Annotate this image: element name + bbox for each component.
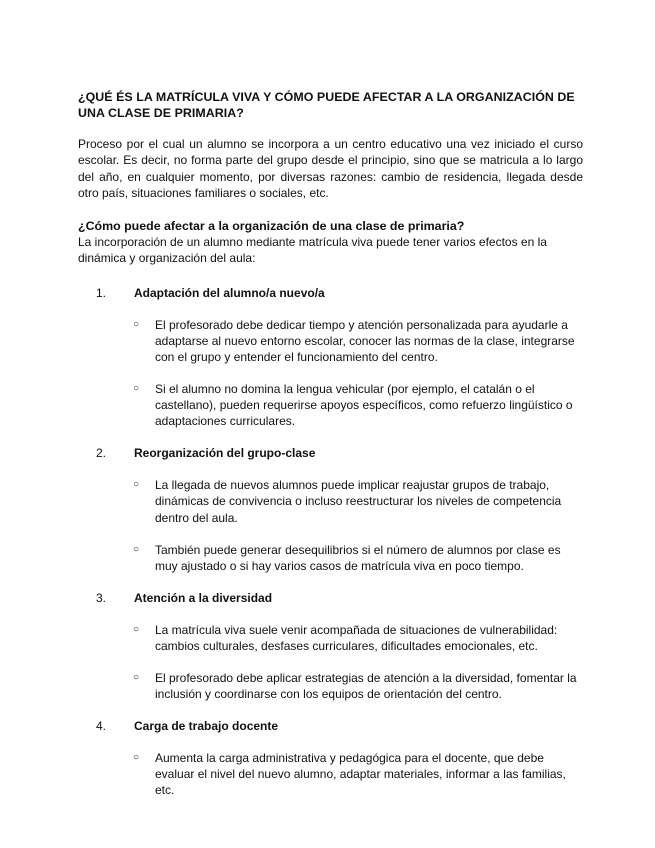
section-title: Carga de trabajo docente xyxy=(134,719,279,734)
section-number: 4. xyxy=(96,719,107,734)
bullet-item xyxy=(78,670,583,702)
bullet-text: Aumenta la carga administrativa y pedagógica para el docente, que debe evaluar el nivel del nuevo alumno, adaptar materiales, informar a las familias, etc. xyxy=(155,751,566,798)
bullet-item xyxy=(78,477,583,525)
bullet-item xyxy=(78,622,583,654)
hollow-circle-bullet-icon: ○ xyxy=(133,623,140,635)
bullet-text: El profesorado debe dedicar tiempo y atención personalizada para ayudarle a adaptarse al nuevo entorno escolar, conocer las normas de la clase, integrarse con el grupo y entender el funcionamiento del centro. xyxy=(155,317,575,364)
definition-paragraph: Proceso por el cual un alumno se incorpora a un centro educativo una vez iniciado el curso escolar. Es decir, no forma parte del grupo desde el principio, sino que se matricula a lo largo del año, en cualquier momento, por diversas razones: cambio de residencia, llegada desde otro país, situaciones familiares o sociales, etc. xyxy=(78,137,583,200)
hollow-circle-bullet-icon: ○ xyxy=(133,318,140,330)
document-page xyxy=(78,89,583,798)
bullet-text: La llegada de nuevos alumnos puede implicar reajustar grupos de trabajo, dinámicas de convivencia o incluso reestructurar los niveles de competencia dentro del aula. xyxy=(155,478,562,525)
bullet-list xyxy=(78,477,583,573)
bullet-text: El profesorado debe aplicar estrategias de atención a la diversidad, fomentar la inclusión y coordinarse con los equipos de orientación del centro. xyxy=(155,671,577,702)
numbered-section xyxy=(78,285,583,430)
section-heading xyxy=(78,285,583,301)
document-title: ¿QUÉ ÉS LA MATRÍCULA VIVA Y CÓMO PUEDE AFECTAR A LA ORGANIZACIÓN DE UNA CLASE DE PRIMARIA? xyxy=(78,90,575,120)
bullet-text: La matrícula viva suele venir acompañada de situaciones de vulnerabilidad: cambios culturales, desfases curriculares, dificultades emocionales, etc. xyxy=(155,622,558,653)
bullet-item xyxy=(78,542,583,574)
hollow-circle-bullet-icon: ○ xyxy=(133,383,140,395)
bullet-list xyxy=(78,750,583,798)
numbered-list xyxy=(78,285,583,799)
numbered-section xyxy=(78,718,583,798)
bullet-item xyxy=(78,381,583,429)
hollow-circle-bullet-icon: ○ xyxy=(133,672,140,683)
section-subtitle: ¿Cómo puede afectar a la organización de una clase de primaria? xyxy=(78,219,465,234)
bullet-list xyxy=(78,317,583,430)
hollow-circle-bullet-icon: ○ xyxy=(133,752,140,764)
section-heading xyxy=(78,590,583,606)
section-number: 1. xyxy=(96,285,107,300)
section-number: 3. xyxy=(96,590,107,605)
hollow-circle-bullet-icon: ○ xyxy=(133,479,140,491)
bullet-list xyxy=(78,622,583,702)
intro-paragraph: La incorporación de un alumno mediante matrícula viva puede tener varios efectos en la dinámica y organización del aula: xyxy=(78,235,547,266)
hollow-circle-bullet-icon: ○ xyxy=(133,543,140,555)
section-heading xyxy=(78,445,583,461)
numbered-section xyxy=(78,445,583,573)
bullet-text: Si el alumno no domina la lengua vehicular (por ejemplo, el catalán o el castellano), pueden requerirse apoyos específicos, como refuerzo lingüístico o adaptaciones curriculares. xyxy=(155,382,573,429)
section-title: Atención a la diversidad xyxy=(134,590,273,605)
section-number: 2. xyxy=(96,446,107,461)
section-title: Adaptación del alumno/a nuevo/a xyxy=(134,285,325,300)
bullet-item xyxy=(78,750,583,798)
bullet-text: También puede generar desequilibrios si el número de alumnos por clase es muy ajustado o si hay varios casos de matrícula viva en poco tiempo. xyxy=(155,542,561,573)
section-heading xyxy=(78,718,583,734)
numbered-section xyxy=(78,590,583,702)
section-title: Reorganización del grupo-clase xyxy=(134,446,316,461)
bullet-item xyxy=(78,317,583,365)
